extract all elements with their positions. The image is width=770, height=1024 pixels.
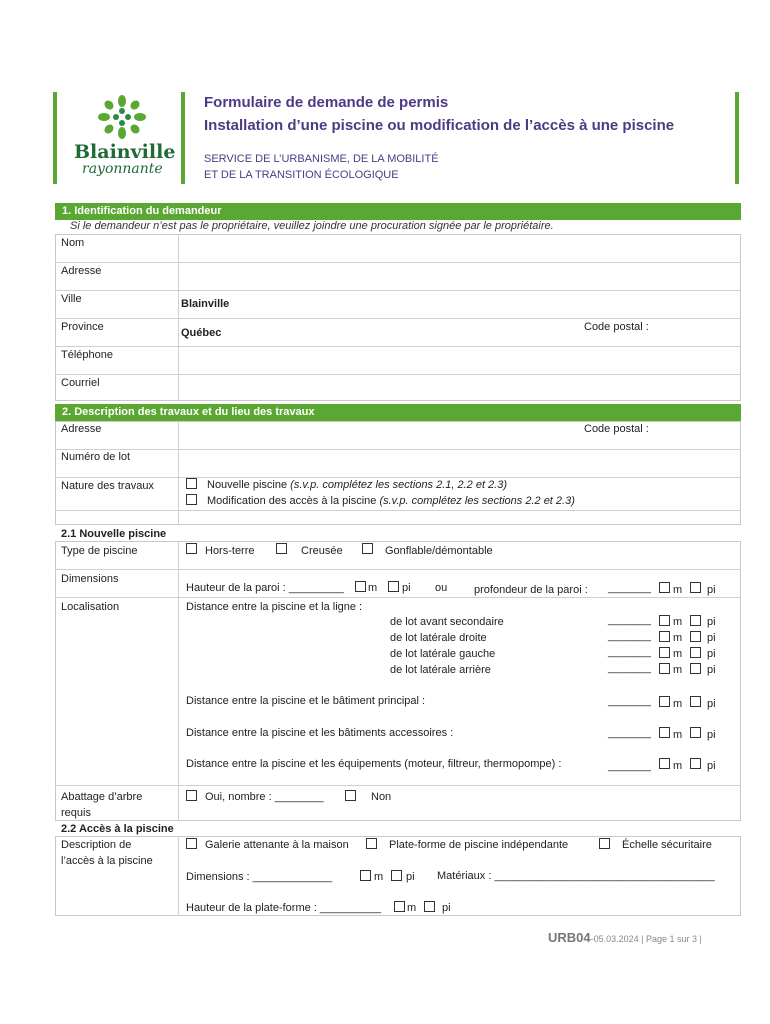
checkbox-abattage-non[interactable] [345,790,356,801]
text-distance-ligne: Distance entre la piscine et la ligne : [186,601,363,613]
unit-m: m [374,871,384,883]
checkbox-echelle[interactable] [599,838,610,849]
label-localisation: Localisation [61,601,120,613]
checkbox-profondeur-pi[interactable] [690,582,701,593]
checkbox-lot-avant-m[interactable] [659,615,670,626]
checkbox-galerie[interactable] [186,838,197,849]
checkbox-accessoires-pi[interactable] [690,727,701,738]
checkbox-lot-arriere-m[interactable] [659,663,670,674]
label-adresse-travaux: Adresse [61,423,102,435]
checkbox-hauteur-pf-m[interactable] [394,901,405,912]
unit-m: m [673,760,683,772]
unit-pi: pi [707,664,716,676]
option-plateforme: Plate-forme de piscine indépendante [389,839,569,851]
unit-m: m [673,698,683,710]
unit-m: m [673,729,683,741]
hauteur-paroi-field[interactable]: Hauteur de la paroi : _________ [186,582,344,594]
checkbox-lot-arriere-pi[interactable] [690,663,701,674]
field-distance-equipements[interactable]: _______ [608,760,651,772]
label-type-piscine: Type de piscine [61,545,138,557]
checkbox-accessoires-m[interactable] [659,727,670,738]
checkbox-batiment-pi[interactable] [690,696,701,707]
header-divider-bar [181,92,185,184]
label-abattage-requis: requis [61,807,91,819]
field-lot-gauche[interactable]: _______ [608,646,651,658]
unit-pi: pi [402,582,411,594]
unit-m: m [673,648,683,660]
logo-tagline: rayonnante [82,161,163,177]
label-lot-arriere: de lot latérale arrière [390,664,491,676]
flower-logo-icon [95,93,149,141]
option-galerie: Galerie attenante à la maison [205,839,349,851]
checkbox-dimensions-m[interactable] [360,870,371,881]
text-distance-batiment: Distance entre la piscine et le bâtiment principal : [186,695,426,707]
label-numero-lot: Numéro de lot [61,451,131,463]
label-dimensions: Dimensions [61,573,119,585]
unit-m: m [673,616,683,628]
service-line-2: ET DE LA TRANSITION ÉCOLOGIQUE [204,169,399,181]
section2-heading: 2. Description des travaux et du lieu des travaux [55,404,741,421]
section21-heading: 2.1 Nouvelle piscine [61,528,167,540]
label-lot-droite: de lot latérale droite [390,632,487,644]
checkbox-hauteur-m[interactable] [355,581,366,592]
label-nom: Nom [61,237,85,249]
option-modification-acces: Modification des accès à la piscine (s.v.p. complétez les sections 2.2 et 2.3) [207,495,575,507]
page-footer: URB04-05.03.2024 | Page 1 sur 3 | [548,930,702,945]
ville-value[interactable]: Blainville [181,298,230,310]
checkbox-plateforme[interactable] [366,838,377,849]
row-divider [55,449,741,450]
label-abattage: Abattage d’arbre [61,791,143,803]
unit-pi: pi [707,648,716,660]
checkbox-lot-avant-pi[interactable] [690,615,701,626]
row-divider [55,346,741,347]
unit-pi: pi [707,760,716,772]
section21-divider [178,541,179,821]
label-description-acces-2: l’accès à la piscine [61,855,153,867]
field-lot-avant[interactable]: _______ [608,614,651,626]
field-lot-droite[interactable]: _______ [608,630,651,642]
row-divider [55,262,741,263]
row-divider [55,785,741,786]
field-lot-arriere[interactable]: _______ [608,662,651,674]
service-line-1: SERVICE DE L’URBANISME, DE LA MOBILITÉ [204,153,439,165]
row-divider [55,290,741,291]
section1-heading: 1. Identification du demandeur [55,203,741,220]
label-lot-avant: de lot avant secondaire [390,616,504,628]
unit-m: m [673,632,683,644]
profondeur-field[interactable]: _______ [608,582,651,594]
field-dimensions-acces[interactable]: Dimensions : _____________ [186,871,333,883]
field-distance-accessoires[interactable]: _______ [608,727,651,739]
field-distance-batiment[interactable]: _______ [608,695,651,707]
unit-m: m [368,582,378,594]
row-divider [55,569,741,570]
row-divider [55,510,741,511]
text-distance-equipements: Distance entre la piscine et les équipements (moteur, filtreur, thermopompe) : [186,758,562,770]
label-ville: Ville [61,293,82,305]
label-description-acces: Description de [61,839,132,851]
unit-m: m [673,664,683,676]
unit-pi: pi [707,729,716,741]
text-ou: ou [435,582,448,594]
option-gonflable: Gonflable/démontable [385,545,493,557]
checkbox-profondeur-m[interactable] [659,582,670,593]
label-lot-gauche: de lot latérale gauche [390,648,496,660]
row-divider [55,477,741,478]
label-telephone: Téléphone [61,349,113,361]
unit-pi: pi [707,584,716,596]
field-materiaux[interactable]: Matériaux : ____________________________________ [437,870,715,882]
page-subtitle: Installation d’une piscine ou modification de l’accès à une piscine [204,117,675,134]
label-code-postal: Code postal : [584,321,649,333]
section22-heading: 2.2 Accès à la piscine [61,823,174,835]
label-code-postal-2: Code postal : [584,423,649,435]
checkbox-lot-droite-m[interactable] [659,631,670,642]
option-nouvelle-piscine: Nouvelle piscine (s.v.p. complétez les sections 2.1, 2.2 et 2.3) [207,479,508,491]
checkbox-equipements-pi[interactable] [690,758,701,769]
checkbox-gonflable[interactable] [362,543,373,554]
checkbox-batiment-m[interactable] [659,696,670,707]
label-adresse: Adresse [61,265,102,277]
checkbox-abattage-oui[interactable] [186,790,197,801]
checkbox-dimensions-pi[interactable] [391,870,402,881]
unit-pi: pi [707,616,716,628]
page-title: Formulaire de demande de permis [204,94,449,111]
unit-pi: pi [707,632,716,644]
row-divider [55,318,741,319]
checkbox-creusee[interactable] [276,543,287,554]
checkbox-modification-acces[interactable] [186,494,197,505]
label-nature: Nature des travaux [61,480,154,492]
logo-name: Blainville [74,141,176,163]
checkbox-lot-droite-pi[interactable] [690,631,701,642]
header-right-bar [735,92,739,184]
checkbox-hauteur-pf-pi[interactable] [424,901,435,912]
row-divider [55,374,741,375]
row-divider [55,597,741,598]
section22-divider [178,836,179,916]
unit-pi: pi [406,871,415,883]
field-hauteur-plateforme[interactable]: Hauteur de la plate-forme : __________ [186,902,382,914]
option-abattage-oui[interactable]: Oui, nombre : ________ [205,791,324,803]
label-courriel: Courriel [61,377,100,389]
option-echelle: Échelle sécuritaire [622,839,712,851]
checkbox-hauteur-pi[interactable] [388,581,399,592]
unit-m: m [407,902,417,914]
header-left-bar [53,92,57,184]
checkbox-hors-terre[interactable] [186,543,197,554]
unit-m: m [673,584,683,596]
label-profondeur: profondeur de la paroi : [474,584,588,596]
unit-pi: pi [707,698,716,710]
checkbox-lot-gauche-pi[interactable] [690,647,701,658]
text-distance-accessoires: Distance entre la piscine et les bâtiments accessoires : [186,727,454,739]
option-abattage-non: Non [371,791,392,803]
option-creusee: Creusée [301,545,343,557]
checkbox-equipements-m[interactable] [659,758,670,769]
unit-pi: pi [442,902,451,914]
option-hors-terre: Hors-terre [205,545,255,557]
province-value[interactable]: Québec [181,327,222,339]
section1-note: Si le demandeur n’est pas le propriétaire, veuillez joindre une procuration signée par le propriétaire. [70,220,554,232]
checkbox-nouvelle-piscine[interactable] [186,478,197,489]
label-province: Province [61,321,104,333]
checkbox-lot-gauche-m[interactable] [659,647,670,658]
